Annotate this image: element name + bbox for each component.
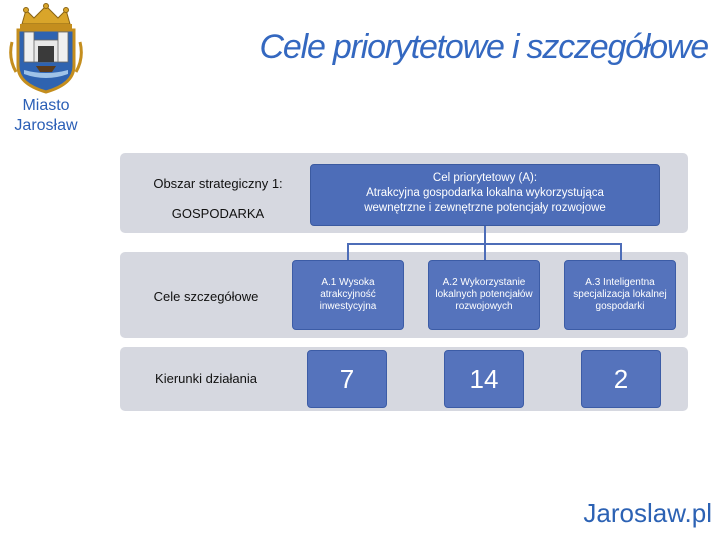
city-coat-of-arms-icon [8,2,84,94]
directions-count-a3: 2 [581,350,661,408]
city-name-line1: Miasto [22,97,70,114]
directions-count-a1: 7 [307,350,387,408]
city-name [4,96,88,136]
detailed-goal-a3: A.3 Inteligentna specjalizacja lokalnej gospodarki [564,260,676,330]
priority-goal-heading: Cel priorytetowy (A): [432,172,538,184]
directions-count-a2: 14 [444,350,524,408]
connector-branch-3 [620,243,622,260]
page-title: Cele priorytetowe i szczegółowe [259,28,708,66]
strategic-area-label [120,174,316,224]
priority-goal-text-line1: Atrakcyjna gospodarka lokalna wykorzystująca [366,187,604,199]
strategic-area-line1: Obszar strategiczny 1: [153,176,283,191]
detailed-goal-a2: A.2 Wykorzystanie lokalnych potencjałów rozwojowych [428,260,540,330]
connector-trunk [484,226,486,244]
city-name-line2: Jarosław [14,117,78,134]
website-link[interactable]: Jaroslaw.pl [583,498,712,528]
connector-branch-2 [484,243,486,260]
detailed-goal-a1: A.1 Wysoka atrakcyjność inwestycyjna [292,260,404,330]
priority-goal-text-line2: wewnętrzne i zewnętrzne potencjały rozwojowe [364,202,606,214]
priority-goal-box [310,164,660,226]
strategic-area-line2: GOSPODARKA [171,206,265,221]
detailed-goals-label: Cele szczegółowe [153,289,259,304]
action-directions-label: Kierunki działania [155,371,257,386]
connector-branch-1 [347,243,349,260]
